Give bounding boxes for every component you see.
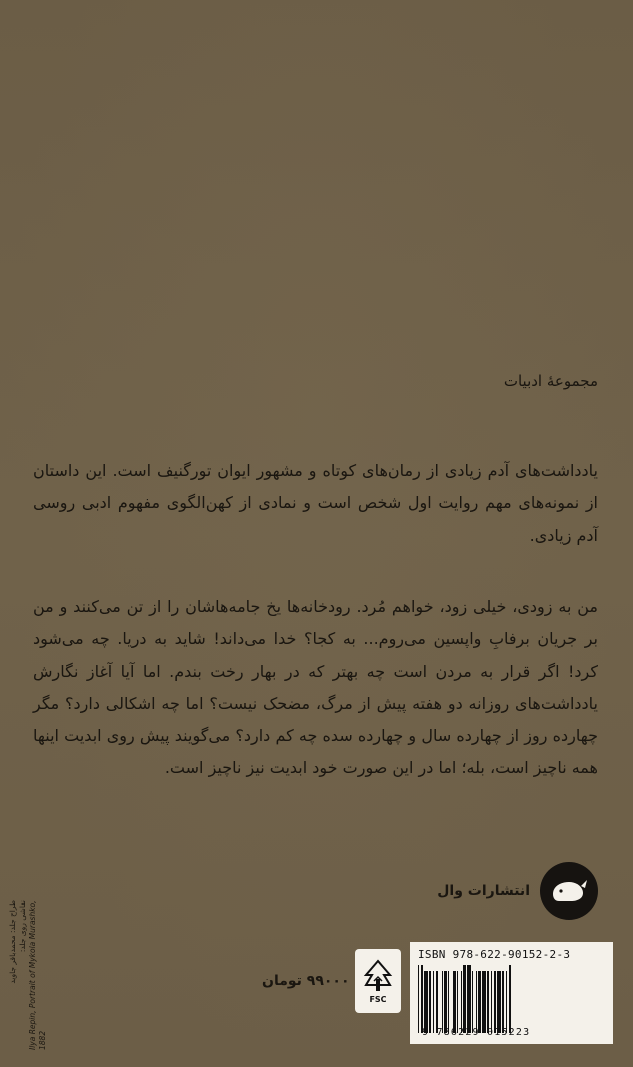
cover-credits bbox=[8, 900, 48, 1050]
credits-painting-label: نقاشی روی جلد: bbox=[18, 900, 27, 953]
excerpt-paragraph: من به زودی، خیلی زود، خواهم مُرد. رودخانه‌ها یخ جامه‌هاشان را از تن می‌کنند و من بر جریان برفابِ واپسین می‌روم... به کجا؟ خدا می‌داند! شاید به دریا. چه می‌شود کرد! اگر قرار به مردن است چه بهتر که در بهار رخت بندم. اما آیا آغاز نگارش یادداشت‌های روزانه دو هفته پیش از مرگ، مضحک نیست؟ اما چه اشکالی دارد؟ مگر چهارده روز از چهارده سال و چهارده سده چه کم دارد؟ می‌گویند پیش روی ابدیت اینها همه ناچیز است، بله؛ اما در این صورت خود ابدیت نیز ناچیز است. bbox=[33, 597, 598, 778]
isbn-barcode bbox=[410, 942, 613, 1044]
barcode-digits: 9 786229 015223 bbox=[418, 1027, 605, 1038]
fsc-label: FSC bbox=[369, 994, 387, 1004]
description-paragraph: یادداشت‌های آدم زیادی از رمان‌های کوتاه و مشهور ایوان تورگنیف است. این داستان از نمونه‌های مهم روایت اول شخص است و نمادی از کهن‌الگوی مفهوم ادبی روسی آدم زیادی. bbox=[33, 461, 598, 545]
series-label: مجموعهٔ ادبیات bbox=[503, 372, 598, 390]
whale-logo-icon bbox=[540, 862, 598, 920]
barcode-bar bbox=[511, 965, 512, 1033]
credits-painting: Ilya Repin, Portrait of Mykola Murashko, 1882 bbox=[28, 900, 47, 1050]
fsc-tree-icon bbox=[363, 959, 393, 993]
credits-designer: طراح جلد: محمدباقر جاوید bbox=[8, 900, 17, 984]
publisher-name: انتشارات وال bbox=[437, 883, 530, 899]
price: ۹۹۰۰۰ تومان bbox=[262, 973, 350, 989]
publisher-block bbox=[437, 862, 598, 920]
isbn-text: ISBN 978-622-90152-2-3 bbox=[418, 948, 571, 961]
fsc-badge bbox=[355, 949, 401, 1013]
barcode-bars bbox=[418, 965, 605, 1033]
